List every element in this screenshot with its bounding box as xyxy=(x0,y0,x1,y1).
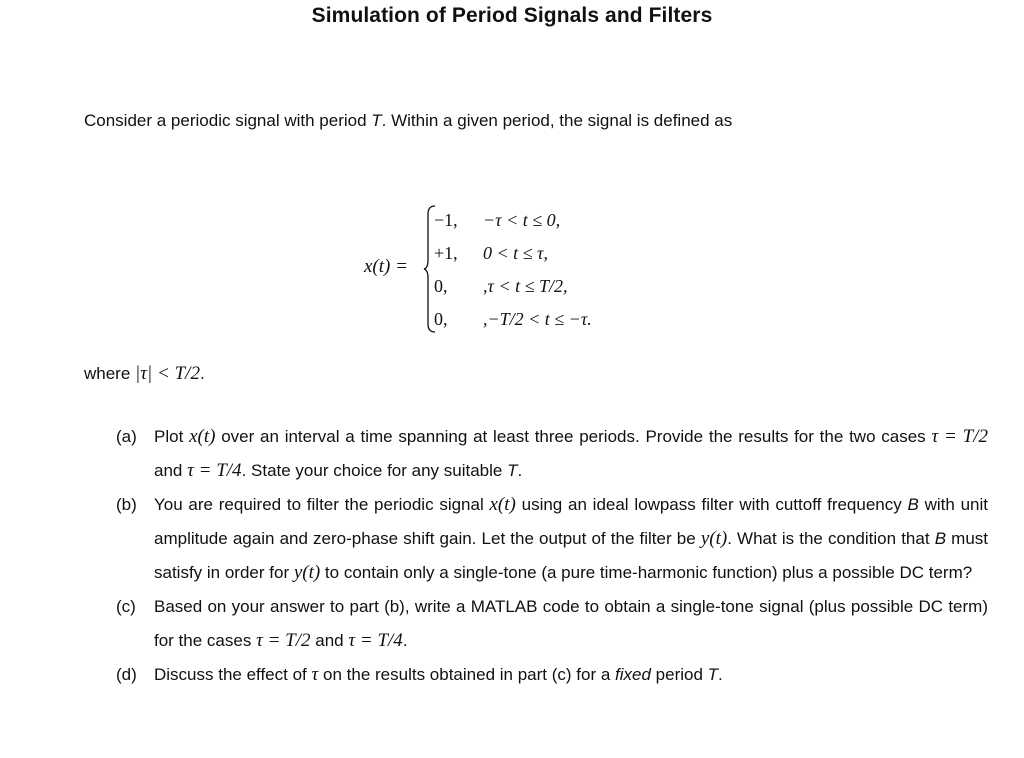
part-b-text: to contain only a single-tone (a pure time-harmonic function) plus a possible DC term? xyxy=(320,563,973,582)
part-b-text: You are required to filter the periodic signal xyxy=(154,495,490,514)
part-b-cutoff-symbol: B xyxy=(934,529,947,548)
part-c xyxy=(116,590,988,658)
part-d xyxy=(116,658,988,692)
part-b-math-xt: x(t) xyxy=(489,494,516,515)
part-a-text: and xyxy=(154,461,188,480)
part-d-label: (d) xyxy=(116,665,137,684)
case-condition-4: ,−T/2 < t ≤ −τ. xyxy=(483,309,592,329)
definition-lhs: x(t) = xyxy=(364,256,408,277)
part-c-text: . xyxy=(402,631,408,650)
where-label: where xyxy=(84,364,136,383)
part-d-emphasis-fixed: fixed xyxy=(615,665,651,684)
part-a-text: . xyxy=(517,461,523,480)
intro-period-symbol: T xyxy=(371,111,382,130)
part-b-math-yt: y(t) xyxy=(293,562,321,583)
part-b xyxy=(116,488,988,590)
where-end: . xyxy=(199,364,205,383)
case-condition-1: −τ < t ≤ 0, xyxy=(483,210,561,230)
case-value-2: +1, xyxy=(434,243,458,263)
page-title: Simulation of Period Signals and Filters xyxy=(311,4,713,27)
part-a-math-tau-quarter: τ = T/4 xyxy=(187,460,242,481)
part-d-math-tau: τ xyxy=(311,664,319,685)
part-a-text: . State your choice for any suitable xyxy=(241,461,508,480)
part-a xyxy=(116,420,988,488)
case-condition-3: ,τ < t ≤ T/2, xyxy=(483,276,568,296)
part-a-math-xt: x(t) xyxy=(189,426,216,447)
part-d-text: . xyxy=(718,665,723,684)
part-a-text: over an interval a time spanning at least three periods. Provide the results for the two cases xyxy=(215,427,932,446)
part-c-math-tau-quarter: τ = T/4 xyxy=(348,630,403,651)
part-c-text: and xyxy=(310,631,349,650)
part-c-math-tau-half: τ = T/2 xyxy=(256,630,311,651)
part-c-label: (c) xyxy=(116,597,136,616)
part-b-text: with unit amplitude again and zero-phase shift gain. Let the output of the filter be xyxy=(154,495,988,548)
question-parts xyxy=(116,420,988,692)
part-b-label: (b) xyxy=(116,495,137,514)
case-value-3: 0, xyxy=(434,276,448,296)
part-b-text: . What is the condition that xyxy=(727,529,935,548)
part-b-math-yt: y(t) xyxy=(700,528,728,549)
part-b-text: using an ideal lowpass filter with cuttoff frequency xyxy=(515,495,908,514)
case-value-1: −1, xyxy=(434,210,458,230)
part-a-label: (a) xyxy=(116,427,137,446)
part-d-text: period xyxy=(650,665,708,684)
intro-text-before: Consider a periodic signal with period xyxy=(84,111,372,130)
where-expression: |τ| < T/2 xyxy=(135,363,200,384)
part-a-period-symbol: T xyxy=(507,461,518,480)
left-brace xyxy=(423,204,437,334)
intro-paragraph xyxy=(84,111,732,131)
intro-text-after: . Within a given period, the signal is defined as xyxy=(381,111,733,130)
part-d-text: Discuss the effect of xyxy=(154,665,312,684)
part-c-text: Based on your answer to part (b), write a MATLAB code to obtain a single-tone signal (plus possible DC term) for the cases xyxy=(154,597,988,650)
case-condition-2: 0 < t ≤ τ, xyxy=(483,243,548,263)
part-d-text: on the results obtained in part (c) for a xyxy=(318,665,616,684)
part-b-cutoff-symbol: B xyxy=(907,495,919,514)
case-value-4: 0, xyxy=(434,309,448,329)
part-a-math-tau-half: τ = T/2 xyxy=(931,426,988,447)
part-d-period-symbol: T xyxy=(707,665,719,684)
where-clause xyxy=(84,363,205,385)
part-a-text: Plot xyxy=(154,427,190,446)
part-b-text: must satisfy in order for xyxy=(154,529,988,582)
